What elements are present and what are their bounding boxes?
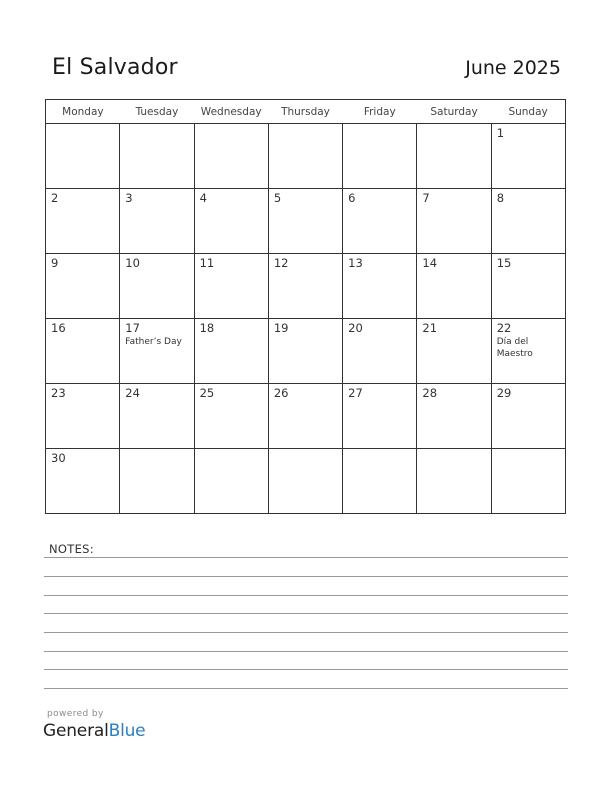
note-line — [44, 632, 568, 633]
day-number: 13 — [348, 256, 363, 270]
holiday-label — [46, 205, 119, 206]
weekday-header-row — [46, 100, 566, 124]
week-row — [46, 449, 566, 514]
holiday-label — [417, 205, 490, 206]
day-cell-24 — [120, 384, 194, 449]
holiday-label — [195, 126, 268, 127]
day-number: 9 — [51, 256, 59, 270]
day-cell-13 — [343, 254, 417, 319]
day-cell-4 — [194, 189, 268, 254]
day-number: 7 — [422, 191, 430, 205]
weekday-thursday: Thursday — [268, 100, 342, 124]
day-cell-25 — [194, 384, 268, 449]
week-row — [46, 384, 566, 449]
holiday-label — [343, 205, 416, 206]
day-cell-27 — [343, 384, 417, 449]
holiday-label — [343, 451, 416, 452]
holiday-label — [417, 335, 490, 336]
day-cell-14 — [417, 254, 491, 319]
day-cell-20 — [343, 319, 417, 384]
day-cell-11 — [194, 254, 268, 319]
day-cell-19 — [268, 319, 342, 384]
holiday-label — [195, 205, 268, 206]
day-number: 15 — [496, 256, 512, 270]
day-number: 3 — [125, 191, 133, 205]
day-cell-21 — [417, 319, 491, 384]
day-cell-17 — [120, 319, 194, 384]
holiday-label — [195, 451, 268, 452]
day-cell-3 — [120, 189, 194, 254]
day-cell-22 — [491, 319, 565, 384]
day-number: 29 — [496, 386, 512, 400]
holiday-label — [343, 126, 416, 127]
day-number: 20 — [348, 321, 363, 335]
holiday-label: Día del Maestro — [496, 337, 533, 359]
holiday-label — [120, 451, 193, 452]
day-cell-9 — [46, 254, 120, 319]
day-number: 22 — [496, 321, 512, 335]
empty-day-cell — [46, 124, 120, 189]
empty-day-cell — [120, 124, 194, 189]
empty-day-cell — [194, 124, 268, 189]
holiday-label — [46, 270, 119, 271]
day-cell-30 — [46, 449, 120, 514]
empty-day-cell — [343, 449, 417, 514]
day-number: 10 — [125, 256, 140, 270]
day-number: 23 — [51, 386, 66, 400]
day-number: 8 — [496, 191, 505, 205]
empty-day-cell — [194, 449, 268, 514]
weekday-tuesday: Tuesday — [120, 100, 194, 124]
day-number: 16 — [51, 321, 66, 335]
weekday-sunday: Sunday — [491, 100, 565, 124]
day-cell-8 — [491, 189, 565, 254]
note-line — [44, 688, 568, 689]
week-row — [46, 124, 566, 189]
holiday-label — [492, 451, 565, 452]
day-number: 5 — [273, 191, 282, 205]
day-number: 27 — [348, 386, 363, 400]
holiday-label — [46, 126, 119, 127]
country-title: El Salvador — [52, 55, 178, 80]
month-year-title: June 2025 — [465, 57, 561, 79]
powered-by-text: powered by — [47, 709, 104, 719]
holiday-label — [343, 335, 416, 336]
day-cell-5 — [268, 189, 342, 254]
weekday-friday: Friday — [343, 100, 417, 124]
note-line — [44, 669, 568, 670]
day-cell-12 — [268, 254, 342, 319]
holiday-label — [195, 270, 268, 271]
notes-label: NOTES: — [49, 542, 94, 556]
day-number: 17 — [125, 321, 140, 335]
day-cell-28 — [417, 384, 491, 449]
empty-day-cell — [417, 124, 491, 189]
day-cell-23 — [46, 384, 120, 449]
holiday-label — [46, 335, 119, 336]
week-row — [46, 254, 566, 319]
note-line — [44, 613, 568, 614]
holiday-label — [195, 335, 268, 336]
holiday-label — [195, 400, 268, 401]
note-line — [44, 576, 568, 577]
empty-day-cell — [417, 449, 491, 514]
note-line — [44, 557, 568, 558]
holiday-label — [269, 270, 342, 271]
empty-day-cell — [268, 449, 342, 514]
day-number: 14 — [422, 256, 438, 270]
holiday-label — [492, 140, 565, 141]
week-row — [46, 319, 566, 384]
empty-day-cell — [491, 449, 565, 514]
holiday-label — [269, 205, 342, 206]
day-number: 28 — [422, 386, 438, 400]
day-number: 2 — [51, 191, 59, 205]
day-number: 24 — [125, 386, 140, 400]
day-cell-29 — [491, 384, 565, 449]
holiday-label — [417, 451, 490, 452]
weekday-wednesday: Wednesday — [194, 100, 268, 124]
day-number: 19 — [273, 321, 289, 335]
holiday-label — [120, 400, 193, 401]
day-number: 6 — [348, 191, 356, 205]
holiday-label — [269, 400, 342, 401]
holiday-label — [492, 270, 565, 271]
holiday-label — [46, 400, 119, 401]
holiday-label — [417, 126, 490, 127]
note-line — [44, 595, 568, 596]
day-number: 21 — [422, 321, 438, 335]
day-cell-2 — [46, 189, 120, 254]
day-number: 26 — [273, 386, 289, 400]
day-number: 25 — [199, 386, 215, 400]
week-row — [46, 189, 566, 254]
holiday-label — [492, 400, 565, 401]
holiday-label — [492, 205, 565, 206]
brand-blue-text: Blue — [108, 721, 146, 741]
day-cell-10 — [120, 254, 194, 319]
holiday-label — [120, 270, 193, 271]
generalblue-logo[interactable] — [43, 721, 145, 741]
holiday-label — [269, 126, 342, 127]
day-number: 11 — [199, 256, 215, 270]
weekday-saturday: Saturday — [417, 100, 491, 124]
day-number: 12 — [273, 256, 289, 270]
holiday-label — [417, 400, 490, 401]
empty-day-cell — [343, 124, 417, 189]
holiday-label — [417, 270, 490, 271]
weekday-monday: Monday — [46, 100, 120, 124]
day-cell-1 — [491, 124, 565, 189]
holiday-label: Father’s Day — [125, 337, 182, 347]
holiday-label — [46, 465, 119, 466]
day-cell-6 — [343, 189, 417, 254]
empty-day-cell — [120, 449, 194, 514]
day-number: 18 — [199, 321, 215, 335]
day-cell-26 — [268, 384, 342, 449]
day-cell-15 — [491, 254, 565, 319]
holiday-label — [343, 270, 416, 271]
empty-day-cell — [268, 124, 342, 189]
holiday-label — [269, 335, 342, 336]
holiday-label — [120, 126, 193, 127]
day-cell-18 — [194, 319, 268, 384]
note-line — [44, 651, 568, 652]
day-number: 1 — [496, 126, 505, 140]
brand-general-text: General — [43, 721, 109, 741]
holiday-label — [269, 451, 342, 452]
day-number: 30 — [51, 451, 66, 465]
day-cell-16 — [46, 319, 120, 384]
day-cell-7 — [417, 189, 491, 254]
holiday-label — [343, 400, 416, 401]
day-number: 4 — [199, 191, 207, 205]
holiday-label — [120, 205, 193, 206]
calendar-grid — [45, 99, 566, 514]
